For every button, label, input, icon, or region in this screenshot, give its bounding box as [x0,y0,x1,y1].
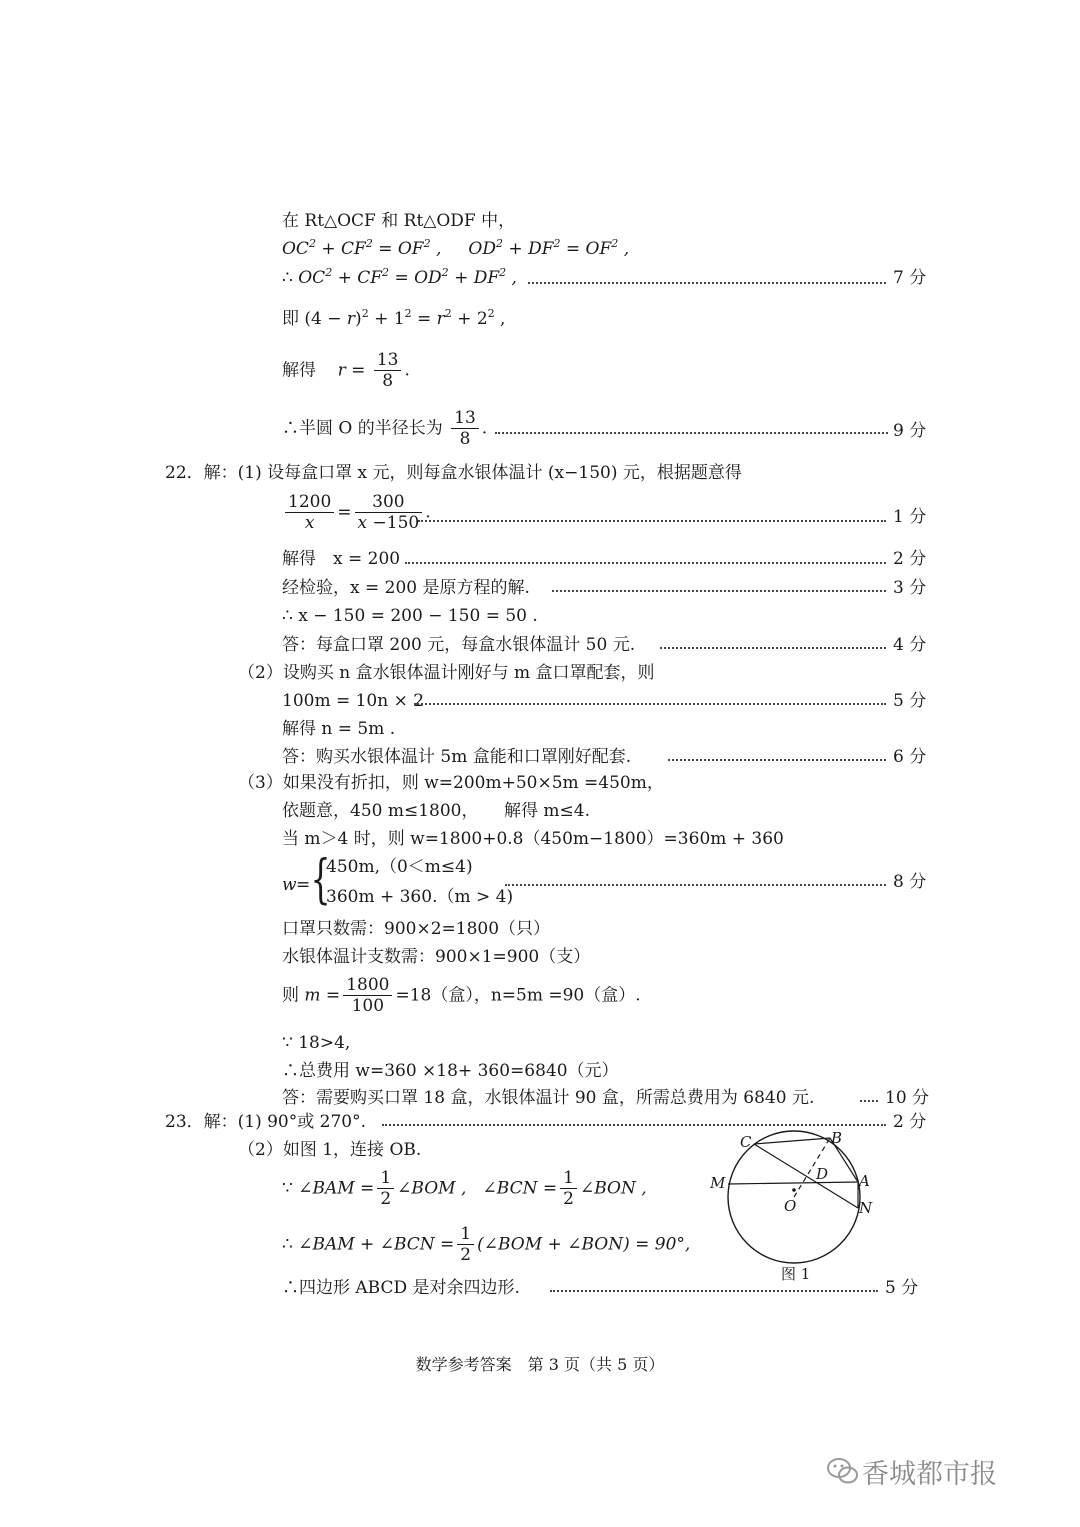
figure-caption: 图 1 [781,1265,811,1283]
q22-heading: 22．解：(1) 设每盒口罩 x 元，则每盒水银体温计 (x−150) 元，根据题意得 [165,463,742,483]
segment-cn [754,1144,858,1208]
q23-angle-relations: ∵ ∠BAM = $\frac{1}{2}$ ∠BOM , ∠BCN = $\frac{1}{2}$ ∠BON , [282,1168,647,1209]
q22-when: 当 m＞4 时，则 w=1800+0.8（450m−1800）=360m + 360 [282,829,784,849]
label-point-d: D [816,1165,829,1183]
segment-cb [754,1138,830,1144]
q22-thermometers: 水银体温计支数需：900×1=900（支） [282,947,591,967]
line-radius-result: ∴半圆 O 的半径长为 $\frac{13}{8}$ . [282,408,488,449]
watermark-text: 香城都市报 [862,1459,997,1490]
leader-dots [414,703,886,705]
score-label: 6 分 [893,747,927,767]
line-equate: ∴ $OC^2 + CF^2 = OD^2 + DF^2$ , [282,266,517,288]
q23-heading: 23．解：(1) 90°或 270°. [165,1112,367,1132]
q22-masks: 口罩只数需：900×2=1800（只） [282,919,551,939]
q22-part3: （3）如果没有折扣，则 w=200m+50×5m =450m， [238,773,664,793]
score-label: 2 分 [893,1112,927,1132]
label-point-o: O [784,1197,797,1215]
score-label: 7 分 [893,268,927,288]
q22-answer2: 答：购买水银体温计 5m 盒能和口罩刚好配套. [282,747,632,767]
q22-condition: 依题意，450 m≤1800， 解得 m≤4. [282,801,590,821]
line-substitute: 即 $(4 - r)^2 + 1^2 = r^2 + 2^2$ , [282,307,506,329]
label-point-a: A [859,1172,870,1190]
score-label: 9 分 [893,421,927,441]
leader-dots [860,1100,878,1102]
leader-dots [660,647,886,649]
q22-total: ∴总费用 w=360 ×18+ 360=6840（元） [282,1061,619,1081]
leader-dots [552,590,886,592]
page-footer: 数学参考答案 第 3 页（共 5 页） [415,1355,665,1374]
q22-answer3: 答：需要购买口罩 18 盒，水银体温计 90 盒，所需总费用为 6840 元. [282,1088,815,1108]
q22-calc: ∴ x − 150 = 200 − 150 = 50 . [282,606,538,626]
segment-ma [728,1182,858,1184]
score-label: 5 分 [885,1278,919,1298]
q23-part2: （2）如图 1，连接 OB. [238,1140,422,1160]
label-point-c: C [740,1133,752,1151]
line-rt-triangles: 在 Rt△OCF 和 Rt△ODF 中， [282,211,516,231]
q22-equation: $\frac{1200}{x}$ = $\frac{300}{x -150}$ . [282,492,431,533]
q22-since: ∵ 18>4, [282,1033,351,1053]
leader-dots [495,432,888,434]
leader-dots [418,520,886,522]
leader-dots [528,282,886,284]
q23-conclusion: ∴四边形 ABCD 是对余四边形. [282,1278,520,1298]
leader-dots [505,884,886,886]
leader-dots [668,759,886,761]
q22-part2: （2）设购买 n 盒水银体温计刚好与 m 盒口罩配套，则 [238,663,655,683]
q22-check: 经检验，x = 200 是原方程的解. [282,578,530,598]
q22-eq2: 100m = 10n × 2 [282,691,425,711]
q22-solve: 解得 x = 200 [282,549,401,569]
score-label: 3 分 [893,578,927,598]
q22-sol2: 解得 n = 5m . [282,719,396,739]
label-point-m: M [710,1174,726,1192]
center-o-point [792,1188,796,1192]
q23-angle-sum: ∴ ∠BAM + ∠BCN = $\frac{1}{2}$ (∠BOM + ∠BON) = 90°, [282,1224,691,1265]
score-label: 10 分 [885,1088,930,1108]
score-label: 2 分 [893,549,927,569]
label-point-b: B [831,1129,843,1147]
score-label: 8 分 [893,872,927,892]
leader-dots [405,562,886,564]
score-label: 1 分 [893,507,927,527]
wechat-icon [826,1456,860,1486]
q22-answer1: 答：每盒口罩 200 元，每盒水银体温计 50 元. [282,635,636,655]
label-point-n: N [859,1199,873,1217]
line-pythagoras-equations: $OC^2 + CF^2 = OF^2$ , $OD^2 + DF^2 = OF^2$ , [282,237,630,259]
q22-m-value: 则 m = $\frac{1800}{100}$ =18（盒），n=5m =90（盒）. [282,975,641,1016]
line-solve-r: 解得 r = $\frac{13}{8}$ . [282,350,410,391]
score-label: 5 分 [893,691,927,711]
score-label: 4 分 [893,635,927,655]
